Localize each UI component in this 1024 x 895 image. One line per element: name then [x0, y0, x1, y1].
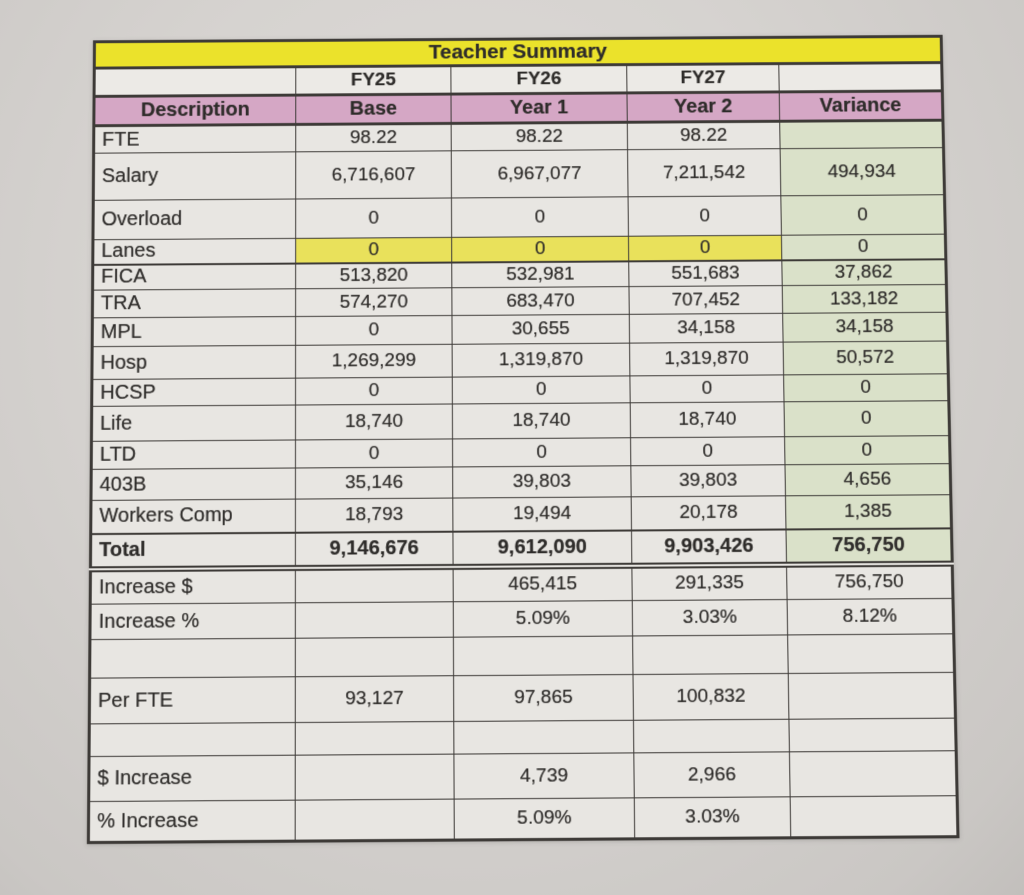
value-cell: 1,269,299: [296, 344, 453, 378]
value-cell: 0: [296, 237, 452, 263]
value-cell: 39,803: [631, 465, 786, 497]
value-cell: 20,178: [631, 496, 786, 530]
table-title: Teacher Summary: [94, 36, 941, 68]
row-label: Workers Comp: [91, 499, 296, 534]
value-cell: 0: [296, 315, 453, 345]
value-cell: 707,452: [629, 286, 783, 315]
value-cell: 6,967,077: [451, 150, 628, 198]
value-cell: 39,803: [453, 466, 632, 498]
row-label: MPL: [92, 317, 295, 347]
value-cell: 30,655: [452, 314, 630, 344]
row-label: FICA: [93, 263, 296, 290]
value-cell: 7,211,542: [628, 149, 781, 197]
row-label: FTE: [94, 124, 296, 153]
value-cell: [295, 602, 453, 638]
value-cell: 0: [784, 401, 950, 437]
column-header-base: Base: [296, 94, 451, 124]
value-cell: 2,966: [634, 752, 790, 798]
value-cell: 551,683: [629, 260, 782, 287]
value-cell: 50,572: [783, 341, 948, 375]
value-cell: 0: [295, 439, 452, 468]
value-cell: 5.09%: [453, 601, 632, 638]
value-cell: 0: [781, 195, 946, 235]
value-cell: 9,903,426: [631, 529, 786, 565]
value-cell: 6,716,607: [296, 151, 452, 199]
fy-header-fy27: FY27: [627, 64, 780, 93]
row-label: Hosp: [92, 345, 296, 379]
value-cell: 756,750: [787, 563, 953, 599]
value-cell: 9,612,090: [453, 530, 632, 566]
value-cell: [633, 635, 789, 675]
value-cell: 513,820: [296, 262, 452, 289]
row-label: Increase %: [90, 603, 295, 640]
value-cell: 3.03%: [634, 797, 790, 839]
value-cell: [295, 799, 454, 841]
value-cell: [453, 636, 633, 676]
value-cell: [790, 796, 958, 838]
column-header-year2: Year 2: [627, 92, 780, 122]
value-cell: 532,981: [452, 261, 629, 288]
row-label: TRA: [92, 289, 295, 318]
value-cell: [295, 637, 453, 677]
value-cell: [789, 751, 957, 797]
value-cell: [633, 719, 789, 753]
value-cell: 0: [296, 198, 452, 238]
column-header-variance: Variance: [779, 91, 943, 121]
value-cell: 98.22: [296, 123, 452, 151]
value-cell: 494,934: [780, 148, 944, 196]
value-cell: 0: [630, 375, 784, 403]
row-label: Salary: [93, 152, 295, 200]
value-cell: 0: [452, 236, 629, 262]
value-cell: 0: [628, 196, 781, 236]
fy-header-fy25: FY25: [296, 66, 451, 95]
value-cell: 9,146,676: [295, 531, 453, 567]
value-cell: 1,385: [785, 495, 951, 529]
value-cell: 18,740: [295, 404, 452, 440]
value-cell: 35,146: [295, 467, 452, 499]
table-row: [89, 672, 955, 724]
fy-header-variance-blank: [779, 63, 943, 92]
paper-sheet: [87, 35, 957, 844]
table-row: [88, 796, 958, 843]
value-cell: 34,158: [783, 312, 948, 342]
row-label: Overload: [93, 199, 296, 240]
value-cell: [295, 754, 454, 800]
value-cell: [788, 634, 955, 674]
value-cell: 0: [453, 438, 631, 467]
value-cell: [295, 721, 454, 755]
value-cell: 0: [452, 376, 630, 404]
fy-header-blank: [94, 67, 296, 97]
value-cell: 37,862: [782, 259, 947, 286]
table-row: [93, 148, 944, 201]
row-label: Life: [91, 405, 295, 441]
value-cell: 756,750: [786, 528, 952, 564]
column-header-description: Description: [94, 95, 296, 126]
value-cell: 0: [781, 234, 945, 260]
row-label: Total: [90, 532, 295, 569]
value-cell: 0: [784, 374, 949, 402]
value-cell: 4,656: [785, 464, 951, 496]
value-cell: 0: [296, 377, 453, 405]
value-cell: 291,335: [632, 564, 787, 600]
table-row: [91, 401, 949, 442]
value-cell: [780, 120, 944, 148]
value-cell: 574,270: [296, 288, 452, 317]
value-cell: 97,865: [454, 675, 634, 722]
teacher-summary-table: [87, 35, 960, 844]
value-cell: 1,319,870: [630, 342, 784, 376]
value-cell: [295, 566, 453, 602]
value-cell: 3.03%: [632, 600, 787, 636]
value-cell: 18,740: [630, 402, 784, 438]
table-row: [90, 528, 952, 569]
value-cell: 98.22: [451, 122, 627, 151]
value-cell: 98.22: [627, 121, 780, 149]
row-label: 403B: [91, 468, 295, 500]
table-body: [88, 120, 958, 842]
value-cell: 34,158: [629, 313, 783, 343]
row-label: HCSP: [92, 378, 296, 406]
value-cell: 133,182: [782, 284, 947, 313]
table-row: [90, 563, 953, 604]
row-label: Lanes: [93, 238, 296, 264]
value-cell: 5.09%: [454, 798, 635, 840]
value-cell: 465,415: [453, 565, 632, 602]
fy-header-fy26: FY26: [451, 65, 627, 94]
value-cell: 18,740: [452, 403, 630, 439]
value-cell: 683,470: [452, 287, 629, 316]
row-label: Increase $: [90, 567, 295, 604]
row-label: % Increase: [88, 800, 295, 842]
table-row: [93, 195, 945, 240]
value-cell: 93,127: [295, 676, 454, 723]
column-header-year1: Year 1: [451, 93, 627, 123]
value-cell: 19,494: [453, 497, 632, 531]
table-row: [90, 598, 954, 639]
value-cell: 8.12%: [787, 598, 954, 635]
value-cell: [789, 718, 956, 752]
value-cell: 0: [631, 437, 785, 466]
spacer-row: [90, 634, 955, 678]
value-cell: [788, 672, 955, 719]
row-label: [90, 638, 296, 678]
value-cell: 1,319,870: [452, 343, 630, 377]
table-row: [89, 751, 957, 802]
value-cell: 18,793: [295, 498, 453, 532]
value-cell: 0: [628, 235, 781, 261]
value-cell: 100,832: [633, 673, 789, 720]
value-cell: 4,739: [454, 753, 634, 799]
row-label: $ Increase: [89, 755, 296, 801]
row-label: [89, 723, 295, 757]
value-cell: 0: [785, 436, 951, 465]
value-cell: [454, 720, 634, 754]
value-cell: 0: [451, 197, 628, 238]
row-label: LTD: [91, 440, 295, 469]
row-label: Per FTE: [89, 677, 295, 724]
